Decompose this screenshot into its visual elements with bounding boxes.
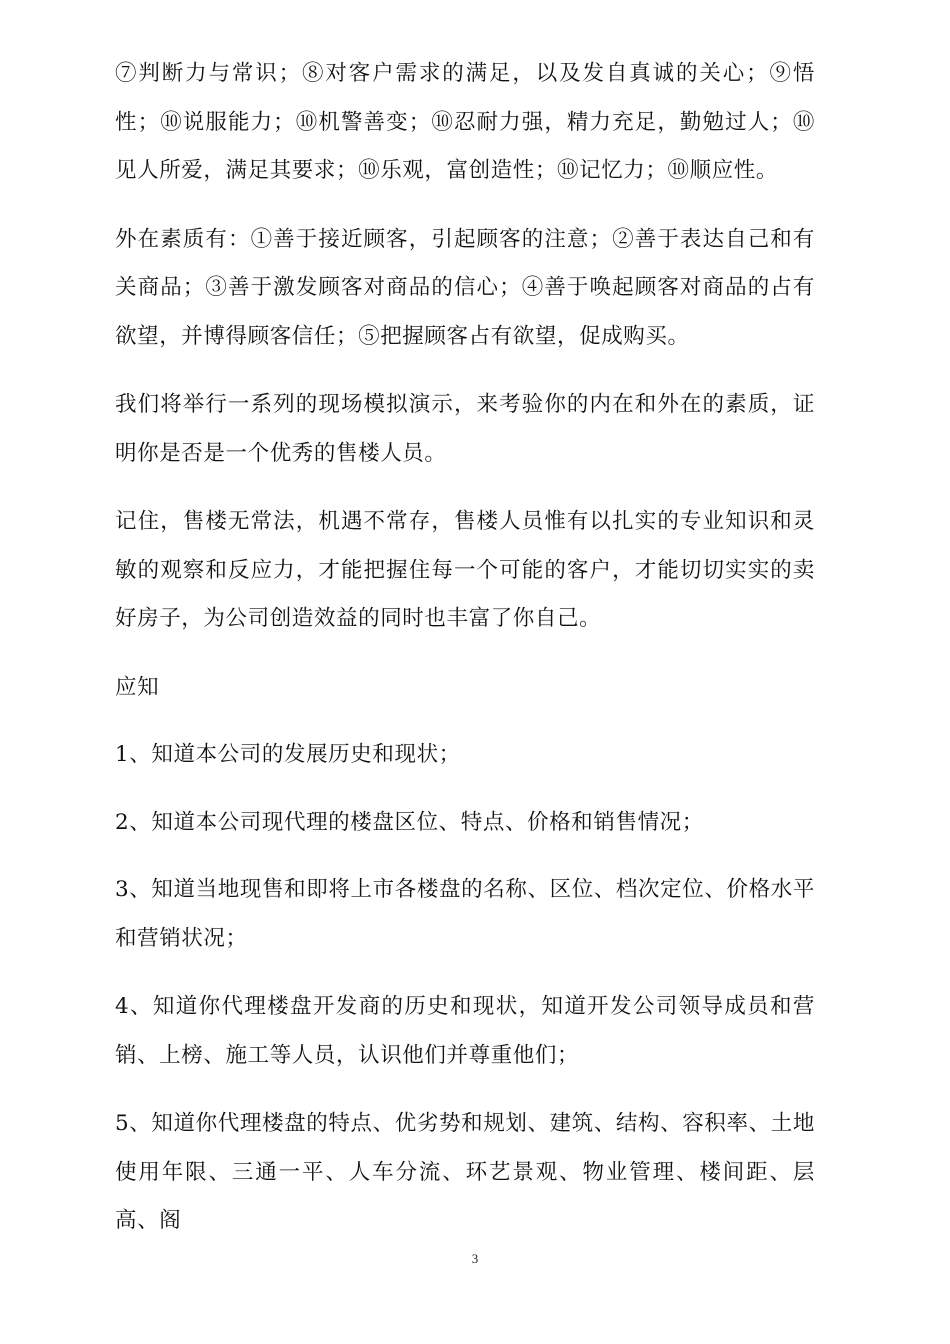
list-item-1: 1、知道本公司的发展历史和现状； (115, 742, 461, 767)
paragraph-outer-qualities: 外在素质有：①善于接近顾客，引起顾客的注意；②善于表达自己和有关商品；③善于激发顾客对商品的信心；④善于唤起顾客对商品的占有欲望，并博得顾客信任；⑤把握顾客占有欲望，促成购买。 (115, 226, 815, 349)
paragraph-remember: 记住，售楼无常法，机遇不常存，售楼人员惟有以扎实的专业知识和灵敏的观察和反应力，才能把握住每一个可能的客户，才能切切实实的卖好房子，为公司创造效益的同时也丰富了你自己。 (115, 509, 815, 631)
list-item-2: 2、知道本公司现代理的楼盘区位、特点、价格和销售情况； (115, 809, 704, 835)
page-number: 3 (471, 1251, 479, 1266)
paragraph-simulation: 我们将举行一系列的现场模拟演示，来考验你的内在和外在的素质，证明你是否是一个优秀的售楼人员。 (115, 392, 815, 466)
section-heading-should-know: 应知 (115, 674, 160, 700)
list-item-3: 3、知道当地现售和即将上市各楼盘的名称、区位、档次定位、价格水平和营销状况； (115, 877, 815, 951)
list-item-5: 5、知道你代理楼盘的特点、优劣势和规划、建筑、结构、容积率、土地使用年限、三通一平、人车分流、环艺景观、物业管理、楼间距、层高、阁 (115, 1111, 815, 1233)
list-item-4: 4、知道你代理楼盘开发商的历史和现状，知道开发公司领导成员和营销、上榜、施工等人员，认识他们并尊重他们； (115, 994, 815, 1068)
paragraph-inner-qualities: ⑦判断力与常识；⑧对客户需求的满足，以及发自真诚的关心；⑨悟性；⑩说服能力；⑩机警善变；⑩忍耐力强，精力充足，勤勉过人；⑩见人所爱，满足其要求；⑩乐观，富创造性；⑩记忆力；⑩顺应性。 (115, 61, 815, 183)
document-body (115, 50, 815, 1266)
